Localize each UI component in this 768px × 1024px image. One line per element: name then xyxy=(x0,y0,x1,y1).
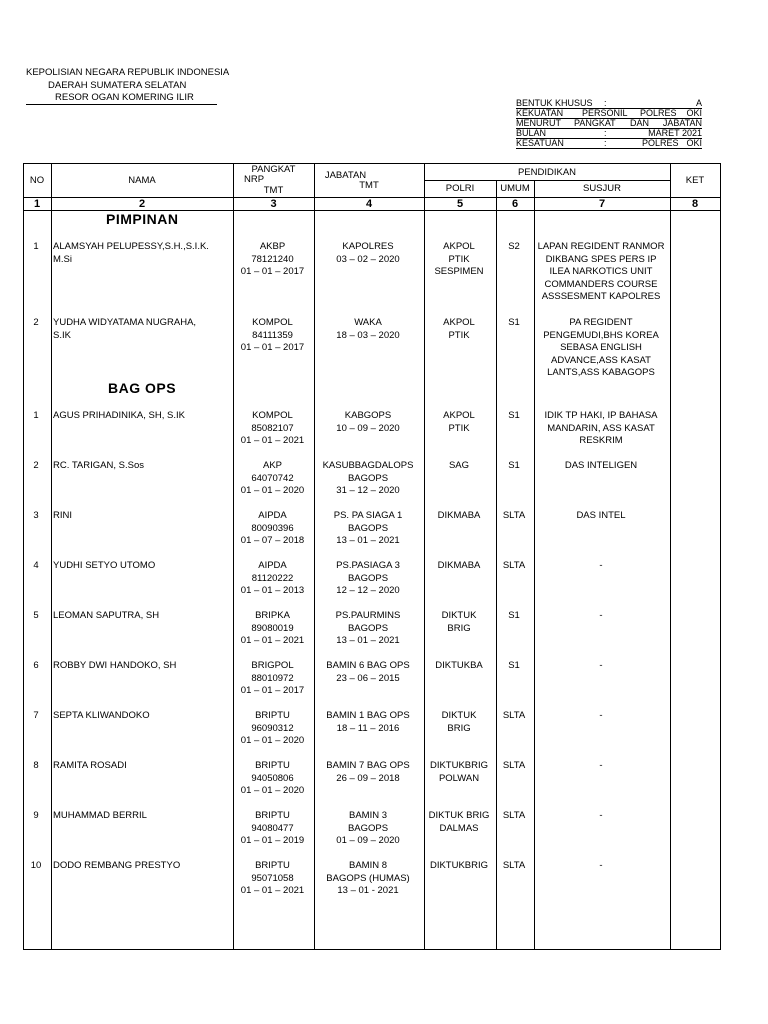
cell-nama xyxy=(53,241,233,266)
cell-jabatan xyxy=(314,760,422,785)
cell-nama xyxy=(53,860,233,873)
cell-line: BAMIN 6 BAG OPS xyxy=(326,660,410,671)
cell-line: 7 xyxy=(33,710,39,721)
cell-umum xyxy=(496,660,532,673)
cell-line: BAMIN 3 xyxy=(348,810,387,821)
cell-line: ADVANCE,ASS KASAT xyxy=(551,354,651,366)
section-heading-bag-ops: BAG OPS xyxy=(108,380,177,396)
cell-no xyxy=(23,860,49,873)
cell-line: AKPOL xyxy=(443,317,475,328)
cell-line: BAGOPS xyxy=(347,822,389,834)
cell-line: DIKTUK BRIG xyxy=(428,810,490,821)
cell-line: S1 xyxy=(508,610,520,621)
cell-line: 4 xyxy=(33,560,39,571)
cell-line: 2 xyxy=(33,460,39,471)
cell-line: 01 – 07 – 2018 xyxy=(240,535,305,546)
cell-line: 01 – 01 – 2019 xyxy=(240,835,305,846)
cell-line: - xyxy=(599,810,603,821)
cell-line: SEPTA KLIWANDOKO xyxy=(53,710,150,721)
col-number: 2 xyxy=(138,198,146,210)
cell-line: ALAMSYAH PELUPESSY,S.H.,S.I.K. xyxy=(53,241,209,252)
cell-pangkat xyxy=(233,710,312,748)
cell-line: BAMIN 8 xyxy=(348,860,387,871)
cell-line: LEOMAN SAPUTRA, SH xyxy=(53,610,160,621)
cell-line: 94080477 xyxy=(251,822,294,834)
cell-umum xyxy=(496,760,532,773)
cell-line: 80090396 xyxy=(251,522,294,534)
cell-polri xyxy=(424,860,494,873)
cell-nama xyxy=(53,710,233,723)
cell-line: AKPOL xyxy=(443,241,475,252)
cell-line: PTIK xyxy=(448,253,470,265)
cell-jabatan xyxy=(314,460,422,498)
cell-pangkat xyxy=(233,510,312,548)
cell-line: BAGOPS xyxy=(347,472,389,484)
cell-line: 2 xyxy=(33,317,39,328)
cell-no xyxy=(23,410,49,423)
cell-jabatan xyxy=(314,860,422,898)
cell-nama xyxy=(53,810,233,823)
cell-line: 18 – 11 – 2016 xyxy=(336,722,400,734)
cell-pangkat xyxy=(233,410,312,448)
cell-line: S1 xyxy=(508,660,520,671)
col-header-umum: UMUM xyxy=(500,183,530,194)
cell-line: PENGEMUDI,BHS KOREA xyxy=(543,329,659,341)
cell-jabatan xyxy=(314,241,422,266)
cell-susjur xyxy=(534,241,668,304)
cell-line: PTIK xyxy=(448,422,470,434)
cell-jabatan xyxy=(314,410,422,435)
cell-no xyxy=(23,241,49,254)
cell-line: 01 – 01 – 2021 xyxy=(240,635,305,646)
cell-umum xyxy=(496,810,532,823)
cell-line: IDIK TP HAKI, IP BAHASA xyxy=(544,410,658,421)
cell-jabatan xyxy=(314,710,422,735)
cell-line: 5 xyxy=(33,610,39,621)
cell-line: AKP xyxy=(262,460,282,471)
cell-line: 6 xyxy=(33,660,39,671)
cell-line: AKBP xyxy=(259,241,286,252)
agency-line-3: RESOR OGAN KOMERING ILIR xyxy=(55,92,194,103)
cell-pangkat xyxy=(233,560,312,598)
cell-line: 85082107 xyxy=(251,422,294,434)
cell-line: 01 – 01 – 2017 xyxy=(240,342,305,353)
cell-susjur xyxy=(534,317,668,380)
cell-line: PTIK xyxy=(448,329,470,341)
cell-line: 84111359 xyxy=(252,329,293,341)
col-header-jabatan-tmt: TMT xyxy=(359,180,379,191)
cell-jabatan xyxy=(314,317,422,342)
cell-line: 9 xyxy=(33,810,39,821)
cell-line: BAGOPS xyxy=(347,522,389,534)
cell-line: PS. PA SIAGA 1 xyxy=(333,510,403,521)
cell-line: KAPOLRES xyxy=(342,241,394,252)
cell-line: 01 – 01 – 2020 xyxy=(240,485,305,496)
cell-polri xyxy=(424,317,494,342)
form-bulan: BULAN : MARET 2021 xyxy=(516,128,702,138)
cell-umum xyxy=(496,710,532,723)
cell-line: 13 – 01 – 2021 xyxy=(336,535,400,546)
cell-line: KABGOPS xyxy=(344,410,392,421)
cell-line: DAS INTELIGEN xyxy=(564,460,638,471)
cell-susjur xyxy=(534,760,668,773)
cell-pangkat xyxy=(233,860,312,898)
cell-line: DIKTUK xyxy=(441,610,477,621)
cell-line: BRIPKA xyxy=(255,610,290,621)
cell-line: ILEA NARKOTICS UNIT xyxy=(549,266,653,277)
cell-umum xyxy=(496,510,532,523)
cell-line: 01 – 01 – 2021 xyxy=(240,885,305,896)
cell-line: RC. TARIGAN, S.Sos xyxy=(53,460,144,471)
cell-line: 01 – 09 – 2020 xyxy=(336,835,400,846)
form-bentuk: BENTUK KHUSUS : A xyxy=(516,98,702,108)
cell-line: 3 xyxy=(33,510,39,521)
cell-pangkat xyxy=(233,810,312,848)
cell-line: AIPDA xyxy=(258,560,287,571)
cell-umum xyxy=(496,860,532,873)
cell-line: KOMPOL xyxy=(252,410,293,421)
cell-line: DIKBANG SPES PERS IP xyxy=(545,253,657,265)
cell-line: BRIGPOL xyxy=(251,660,294,671)
cell-line: LANTS,ASS KABAGOPS xyxy=(547,367,655,378)
cell-no xyxy=(23,710,49,723)
cell-line: ASSSESMENT KAPOLRES xyxy=(541,291,661,302)
cell-polri xyxy=(424,241,494,279)
cell-pangkat xyxy=(233,460,312,498)
cell-no xyxy=(23,460,49,473)
cell-line: 1 xyxy=(33,241,39,252)
cell-line: BAGOPS (HUMAS) xyxy=(326,872,410,884)
cell-umum xyxy=(496,460,532,473)
cell-no xyxy=(23,760,49,773)
cell-polri xyxy=(424,610,494,635)
cell-jabatan xyxy=(314,560,422,598)
cell-line: PA REGIDENT xyxy=(569,317,633,328)
cell-line: 64070742 xyxy=(251,472,294,484)
col-header-pangkat: PANGKAT xyxy=(251,164,296,175)
cell-line: DAS INTEL xyxy=(576,510,626,521)
cell-polri xyxy=(424,810,494,835)
cell-line: - xyxy=(599,710,603,721)
cell-line: YUDHA WIDYATAMA NUGRAHA, xyxy=(53,317,197,328)
cell-line: SLTA xyxy=(502,560,526,571)
cell-line: - xyxy=(599,610,603,621)
cell-susjur xyxy=(534,460,668,473)
cell-line: 10 – 09 – 2020 xyxy=(336,422,400,434)
cell-polri xyxy=(424,410,494,435)
cell-pangkat xyxy=(233,317,312,355)
agency-line-2: DAERAH SUMATERA SELATAN xyxy=(48,80,187,91)
cell-line: KOMPOL xyxy=(252,317,293,328)
cell-susjur xyxy=(534,560,668,573)
cell-nama xyxy=(53,610,233,623)
cell-line: 01 – 01 – 2017 xyxy=(240,685,305,696)
cell-line: PS.PASIAGA 3 xyxy=(336,560,400,571)
cell-line: 01 – 01 – 2020 xyxy=(240,735,305,746)
cell-umum xyxy=(496,317,532,330)
cell-line: - xyxy=(599,560,603,571)
cell-line: WAKA xyxy=(354,317,382,328)
cell-nama xyxy=(53,660,233,673)
cell-jabatan xyxy=(314,810,422,848)
cell-umum xyxy=(496,560,532,573)
col-header-polri: POLRI xyxy=(445,183,475,194)
col-header-pendidikan: PENDIDIKAN xyxy=(517,167,577,178)
cell-line: 10 xyxy=(30,860,42,871)
cell-jabatan xyxy=(314,610,422,648)
cell-nama xyxy=(53,760,233,773)
cell-line: SESPIMEN xyxy=(434,266,484,277)
cell-line: 03 – 02 – 2020 xyxy=(336,253,400,265)
cell-line: ROBBY DWI HANDOKO, SH xyxy=(53,660,177,671)
cell-nama xyxy=(53,560,233,573)
cell-susjur xyxy=(534,410,668,448)
cell-line: 13 – 01 - 2021 xyxy=(337,885,399,896)
cell-line: SEBASA ENGLISH xyxy=(560,342,642,353)
cell-polri xyxy=(424,760,494,785)
cell-pangkat xyxy=(233,241,312,279)
cell-line: 89080019 xyxy=(251,622,294,634)
cell-line: 95071058 xyxy=(251,872,294,884)
cell-line: BRIG xyxy=(447,622,471,634)
col-number: 6 xyxy=(511,198,519,210)
cell-pangkat xyxy=(233,660,312,698)
cell-no xyxy=(23,810,49,823)
cell-line: MANDARIN, ASS KASAT xyxy=(547,422,655,434)
cell-line: COMMANDERS COURSE xyxy=(544,278,658,290)
cell-line: 12 – 12 – 2020 xyxy=(336,585,400,596)
cell-line: S2 xyxy=(508,241,520,252)
cell-line: MUHAMMAD BERRIL xyxy=(53,810,147,821)
cell-line: DIKTUKBA xyxy=(435,660,483,671)
cell-line: M.Si xyxy=(53,253,72,265)
col-number: 5 xyxy=(456,198,464,210)
cell-line: SLTA xyxy=(502,510,526,521)
cell-polri xyxy=(424,710,494,735)
cell-line: 81120222 xyxy=(251,572,294,584)
cell-no xyxy=(23,660,49,673)
cell-line: RINI xyxy=(53,510,72,521)
cell-line: RESKRIM xyxy=(579,435,623,446)
cell-no xyxy=(23,510,49,523)
col-header-nama: NAMA xyxy=(128,175,156,186)
cell-line: - xyxy=(599,660,603,671)
cell-line: 88010972 xyxy=(251,672,294,684)
cell-line: BAMIN 1 BAG OPS xyxy=(326,710,410,721)
cell-susjur xyxy=(534,710,668,723)
cell-susjur xyxy=(534,510,668,523)
cell-line: 78121240 xyxy=(251,253,294,265)
col-header-tmt: TMT xyxy=(263,185,284,196)
cell-line: 01 – 01 – 2017 xyxy=(240,266,305,277)
cell-polri xyxy=(424,560,494,573)
agency-line-1: KEPOLISIAN NEGARA REPUBLIK INDONESIA xyxy=(26,67,230,78)
cell-line: YUDHI SETYO UTOMO xyxy=(53,560,156,571)
cell-line: SLTA xyxy=(502,710,526,721)
cell-nama xyxy=(53,317,233,342)
cell-polri xyxy=(424,460,494,473)
cell-susjur xyxy=(534,860,668,873)
cell-line: BRIPTU xyxy=(255,810,290,821)
cell-line: - xyxy=(599,860,603,871)
cell-line: BAGOPS xyxy=(347,622,389,634)
section-heading-pimpinan: PIMPINAN xyxy=(106,211,179,227)
cell-jabatan xyxy=(314,660,422,685)
form-kekuatan: KEKUATAN PERSONIL POLRES OKI xyxy=(516,108,702,118)
cell-line: BRIPTU xyxy=(255,710,290,721)
cell-line: 96090312 xyxy=(251,722,294,734)
cell-line: S.IK xyxy=(53,329,71,341)
cell-nama xyxy=(53,410,233,423)
col-number: 7 xyxy=(598,198,606,210)
cell-line: DIKTUKBRIG xyxy=(429,760,489,771)
cell-line: AIPDA xyxy=(258,510,287,521)
cell-line: LAPAN REGIDENT RANMOR xyxy=(537,241,665,252)
cell-umum xyxy=(496,241,532,254)
cell-line: DALMAS xyxy=(439,822,479,834)
cell-line: - xyxy=(599,760,603,771)
cell-line: DODO REMBANG PRESTYO xyxy=(53,860,181,871)
cell-polri xyxy=(424,660,494,673)
cell-no xyxy=(23,317,49,330)
cell-line: SLTA xyxy=(502,810,526,821)
cell-susjur xyxy=(534,610,668,623)
cell-line: S1 xyxy=(508,410,520,421)
cell-polri xyxy=(424,510,494,523)
cell-line: 13 – 01 – 2021 xyxy=(336,635,400,646)
cell-line: DIKTUK xyxy=(441,710,477,721)
col-number: 4 xyxy=(365,198,373,210)
cell-line: PS.PAURMINS xyxy=(335,610,401,621)
cell-line: BRIPTU xyxy=(255,860,290,871)
cell-line: BRIG xyxy=(447,722,471,734)
cell-line: DIKTUKBRIG xyxy=(429,860,489,871)
cell-pangkat xyxy=(233,610,312,648)
cell-line: BAGOPS xyxy=(347,572,389,584)
cell-line: 26 – 09 – 2018 xyxy=(336,772,400,784)
col-header-jabatan: JABATAN xyxy=(324,170,367,181)
cell-umum xyxy=(496,610,532,623)
cell-umum xyxy=(496,410,532,423)
cell-line: 94050806 xyxy=(251,772,294,784)
cell-line: 31 – 12 – 2020 xyxy=(336,485,400,496)
cell-line: SLTA xyxy=(502,860,526,871)
cell-line: AKPOL xyxy=(443,410,475,421)
cell-susjur xyxy=(534,660,668,673)
cell-susjur xyxy=(534,810,668,823)
cell-line: 8 xyxy=(33,760,39,771)
col-header-ket: KET xyxy=(685,175,705,186)
col-number: 1 xyxy=(33,198,41,210)
form-kesatuan: KESATUAN : POLRES OKI xyxy=(516,138,702,148)
col-number: 8 xyxy=(691,198,699,210)
cell-line: KASUBBAGDALOPS xyxy=(322,460,414,471)
cell-pangkat xyxy=(233,760,312,798)
cell-line: BRIPTU xyxy=(255,760,290,771)
cell-line: S1 xyxy=(508,317,520,328)
cell-line: POLWAN xyxy=(438,772,480,784)
cell-line: 01 – 01 – 2013 xyxy=(240,585,305,596)
cell-line: DIKMABA xyxy=(437,510,481,521)
cell-line: 01 – 01 – 2020 xyxy=(240,785,305,796)
cell-no xyxy=(23,610,49,623)
cell-line: S1 xyxy=(508,460,520,471)
cell-jabatan xyxy=(314,510,422,548)
cell-line: DIKMABA xyxy=(437,560,481,571)
cell-no xyxy=(23,560,49,573)
cell-line: SLTA xyxy=(502,760,526,771)
col-number: 3 xyxy=(270,198,277,210)
cell-line: BAMIN 7 BAG OPS xyxy=(326,760,410,771)
cell-line: 01 – 01 – 2021 xyxy=(240,435,305,446)
cell-line: SAG xyxy=(448,460,470,471)
form-menurut: MENURUT PANGKAT DAN JABATAN xyxy=(516,118,702,128)
cell-line: 1 xyxy=(33,410,39,421)
cell-line: AGUS PRIHADINIKA, SH, S.IK xyxy=(53,410,185,421)
cell-nama xyxy=(53,460,233,473)
cell-line: RAMITA ROSADI xyxy=(53,760,127,771)
cell-line: 18 – 03 – 2020 xyxy=(336,329,400,341)
agency-underline xyxy=(26,104,217,105)
col-header-nrp: NRP xyxy=(244,174,265,185)
cell-line: 23 – 06 – 2015 xyxy=(336,672,400,684)
col-header-susjur: SUSJUR xyxy=(582,183,621,194)
col-header-no: NO xyxy=(29,175,45,186)
cell-nama xyxy=(53,510,233,523)
